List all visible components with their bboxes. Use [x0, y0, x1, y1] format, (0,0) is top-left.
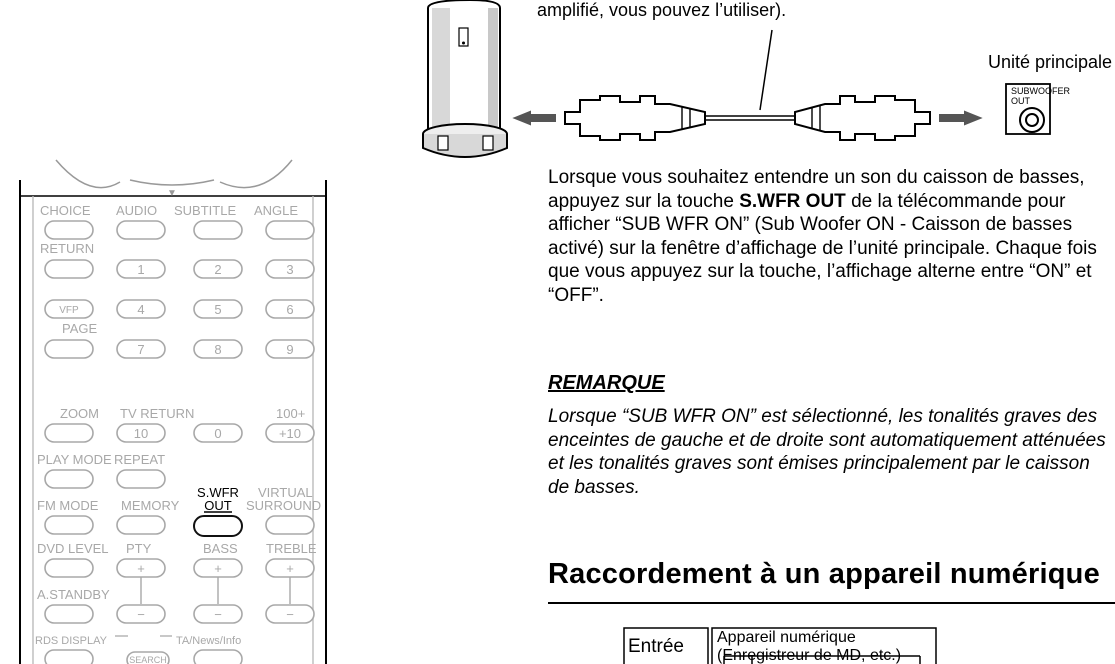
remote-dvd-level-label: DVD LEVEL — [37, 541, 109, 556]
table-device-line2: (Enregistreur de MD, etc.) — [717, 647, 902, 664]
remote-zoom-label: ZOOM — [60, 406, 99, 421]
main-unit-label: Unité principale — [988, 52, 1113, 72]
remote-digit-plus10: +10 — [278, 426, 302, 441]
remote-zoom-button[interactable] — [45, 424, 93, 442]
cable-callout-text: amplifié, vous pouvez l’utiliser). — [537, 0, 787, 20]
note-title: REMARQUE — [548, 372, 665, 394]
remote-swfr-label-2: OUT — [204, 498, 232, 513]
subwoofer-speaker-image — [423, 0, 507, 157]
remote-search-label: SEARCH — [129, 655, 167, 664]
table-input-label: Entrée — [628, 636, 684, 657]
remote-bass-plus: + — [214, 561, 222, 576]
remote-choice-label: CHOICE — [40, 203, 91, 218]
remote-repeat-label: REPEAT — [114, 452, 166, 467]
section-divider — [548, 602, 1115, 604]
remote-fm-mode-button[interactable] — [45, 516, 93, 534]
remote-digit-5: 5 — [214, 302, 222, 317]
table-device-line1: Appareil numérique — [717, 629, 856, 646]
section-title: Raccordement à un appareil numérique — [548, 558, 1100, 590]
remote-return-label: RETURN — [40, 241, 95, 256]
remote-angle-label: ANGLE — [254, 203, 299, 218]
rca-cable — [515, 96, 980, 140]
remote-subtitle-button[interactable] — [194, 221, 242, 239]
remote-digit-10: 10 — [133, 426, 149, 441]
remote-surround-label: SURROUND — [246, 498, 322, 513]
paragraph-part1: Lorsque vous souhaitez entendre un son du caisson de basses, appuyez sur la touche — [548, 167, 1085, 212]
remote-digit-2: 2 — [214, 262, 222, 277]
remote-virtual-surround-button[interactable] — [266, 516, 314, 534]
remote-play-mode-label: PLAY MODE — [37, 452, 112, 467]
remote-return-button[interactable] — [45, 260, 93, 278]
remote-standby-label: A.STANDBY — [37, 587, 110, 602]
remote-audio-button[interactable] — [117, 221, 165, 239]
remote-digit-4: 4 — [137, 302, 145, 317]
remote-digit-7: 7 — [137, 342, 145, 357]
remote-100plus-label: 100+ — [276, 406, 306, 421]
remote-digit-9: 9 — [286, 342, 294, 357]
remote-control — [20, 160, 326, 664]
paragraph-part2: de la télécommande pour afficher “SUB WFR ON” (Sub Woofer ON - Caisson de basses activé) sur la fenêtre d’affichage de l’unité principale. Chaque fois que vous appuyez sur la touche, l’affichage alterne entre “ON” et “OFF”. — [548, 190, 1097, 306]
remote-virtual-label: VIRTUAL — [258, 485, 313, 500]
remote-digit-6: 6 — [286, 302, 294, 317]
jack-label-line1: SUBWOOFER — [1011, 86, 1071, 96]
remote-digit-1: 1 — [137, 262, 145, 277]
remote-angle-button[interactable] — [266, 221, 314, 239]
remote-memory-label: MEMORY — [121, 498, 180, 513]
remote-bass-label: BASS — [203, 541, 238, 556]
remote-page-button[interactable] — [45, 340, 93, 358]
remote-rds-display-label: RDS DISPLAY — [35, 635, 107, 647]
remote-bass-minus: − — [214, 607, 222, 622]
remote-digit-0: 0 — [214, 426, 222, 441]
remote-treble-plus: + — [286, 561, 294, 576]
svg-text:▼: ▼ — [167, 188, 177, 199]
jack-label-line2: OUT — [1011, 96, 1030, 106]
remote-vfp-label: VFP — [59, 305, 79, 316]
remote-audio-label: AUDIO — [116, 203, 158, 218]
remote-treble-minus: − — [286, 607, 294, 622]
remote-choice-button[interactable] — [45, 221, 93, 239]
button-name: S.WFR OUT — [739, 190, 846, 212]
remote-memory-button[interactable] — [117, 516, 165, 534]
remote-digit-8: 8 — [214, 342, 222, 357]
remote-ta-label: TA/News/Info — [176, 635, 242, 647]
remote-pty-minus: − — [137, 607, 145, 622]
remote-treble-label: TREBLE — [266, 541, 317, 556]
remote-standby-button[interactable] — [45, 605, 93, 623]
remote-ta-button[interactable] — [194, 650, 242, 664]
note-text: Lorsque “SUB WFR ON” est sélectionné, les tonalités graves des enceintes de gauche et de droite sont automatiquement atténuées et les tonalités graves sont émises principalement par le caisson de basses. — [548, 406, 1106, 498]
subwoofer-out-jack — [1006, 84, 1071, 134]
remote-rds-button[interactable] — [45, 650, 93, 664]
remote-tv-return-label: TV RETURN — [120, 406, 195, 421]
remote-fm-mode-label: FM MODE — [37, 498, 99, 513]
instruction-paragraph — [548, 166, 1113, 307]
remote-dvd-level-button[interactable] — [45, 559, 93, 577]
leader-line — [760, 30, 772, 110]
remote-digit-3: 3 — [286, 262, 294, 277]
remote-page-label: PAGE — [62, 321, 98, 336]
remote-swfr-label-1: S.WFR — [197, 485, 239, 500]
remote-swfr-out-button[interactable] — [194, 516, 242, 536]
remote-pty-plus: + — [137, 561, 145, 576]
remote-repeat-button[interactable] — [117, 470, 165, 488]
remote-pty-label: PTY — [126, 541, 152, 556]
remote-play-mode-button[interactable] — [45, 470, 93, 488]
remote-subtitle-label: SUBTITLE — [174, 203, 237, 218]
